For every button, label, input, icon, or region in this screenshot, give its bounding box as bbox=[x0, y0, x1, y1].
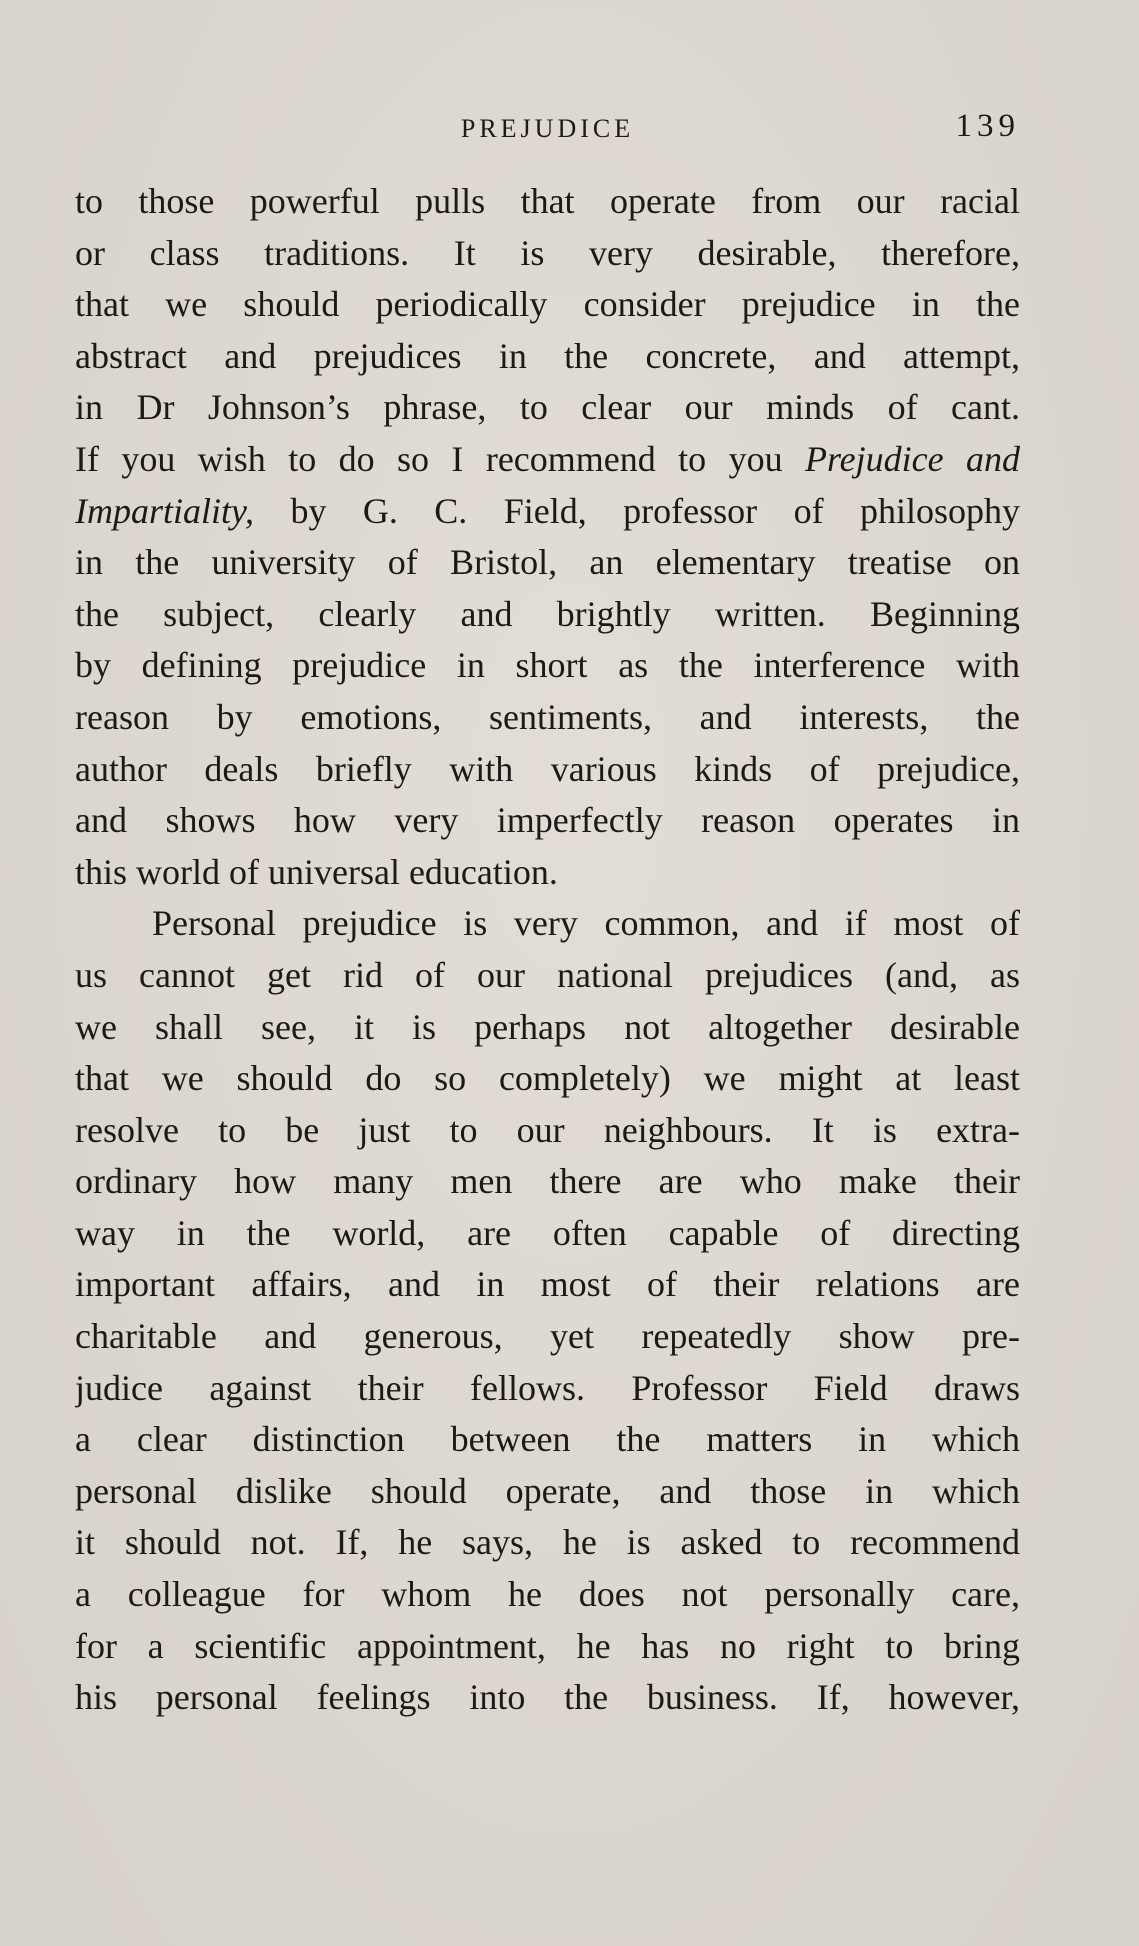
text-line: author deals briefly with various kinds of prejudice, bbox=[75, 748, 1020, 789]
text-line: ordinary how many men there are who make their bbox=[75, 1161, 1020, 1202]
text-line: his personal feelings into the business. If, however, bbox=[75, 1677, 1020, 1718]
text-line: that we should periodically consider prejudice in the bbox=[75, 284, 1020, 325]
page-number: 139 bbox=[955, 108, 1020, 144]
text-line: important affairs, and in most of their relations are bbox=[75, 1264, 1020, 1305]
text-line: judice against their fellows. Professor Field draws bbox=[75, 1367, 1020, 1408]
text-line bbox=[75, 434, 1020, 486]
text-line: that we should do so completely) we might at least bbox=[75, 1058, 1020, 1099]
text-line: way in the world, are often capable of directing bbox=[75, 1212, 1020, 1253]
running-head bbox=[75, 108, 1020, 154]
text-line: we shall see, it is perhaps not altogether desirable bbox=[75, 1006, 1020, 1047]
text-line: us cannot get rid of our national prejudices (and, as bbox=[75, 954, 1020, 995]
text-line: it should not. If, he says, he is asked to recommend bbox=[75, 1522, 1020, 1563]
text-line: Personal prejudice is very common, and if most of bbox=[152, 903, 1020, 944]
book-title-italic: Prejudice and bbox=[804, 438, 1020, 479]
text-line: this world of universal education. bbox=[75, 851, 558, 892]
text-line: personal dislike should operate, and those in which bbox=[75, 1470, 1020, 1511]
text-line: reason by emotions, sentiments, and interests, the bbox=[75, 696, 1020, 737]
text-line: abstract and prejudices in the concrete, and attempt, bbox=[75, 335, 1020, 376]
body-text bbox=[75, 176, 1020, 1724]
text-line: by defining prejudice in short as the interference with bbox=[75, 645, 1020, 686]
text-line: a colleague for whom he does not personally care, bbox=[75, 1574, 1020, 1615]
text-line: in Dr Johnson’s phrase, to clear our minds of cant. bbox=[75, 387, 1020, 428]
text-line: in the university of Bristol, an elementary treatise on bbox=[75, 542, 1020, 583]
text-line: the subject, clearly and brightly written. Beginning bbox=[75, 593, 1020, 634]
text-line: charitable and generous, yet repeatedly show pre- bbox=[75, 1316, 1020, 1357]
text-line: and shows how very imperfectly reason operates in bbox=[75, 800, 1020, 841]
text-line: or class traditions. It is very desirable, therefore, bbox=[75, 232, 1020, 273]
text-line: to those powerful pulls that operate from our racial bbox=[75, 181, 1020, 221]
running-title: PREJUDICE bbox=[460, 114, 635, 143]
text-line bbox=[75, 486, 1020, 538]
text-line: a clear distinction between the matters in which bbox=[75, 1419, 1020, 1460]
line-text: by G. C. Field, professor of philosophy bbox=[290, 490, 1020, 531]
line-text: If you wish to do so I recommend to you bbox=[75, 438, 783, 479]
text-line: for a scientific appointment, he has no right to bring bbox=[75, 1625, 1020, 1666]
book-title-italic: Impartiality, bbox=[75, 490, 254, 531]
text-line: resolve to be just to our neighbours. It is extra- bbox=[75, 1109, 1020, 1150]
